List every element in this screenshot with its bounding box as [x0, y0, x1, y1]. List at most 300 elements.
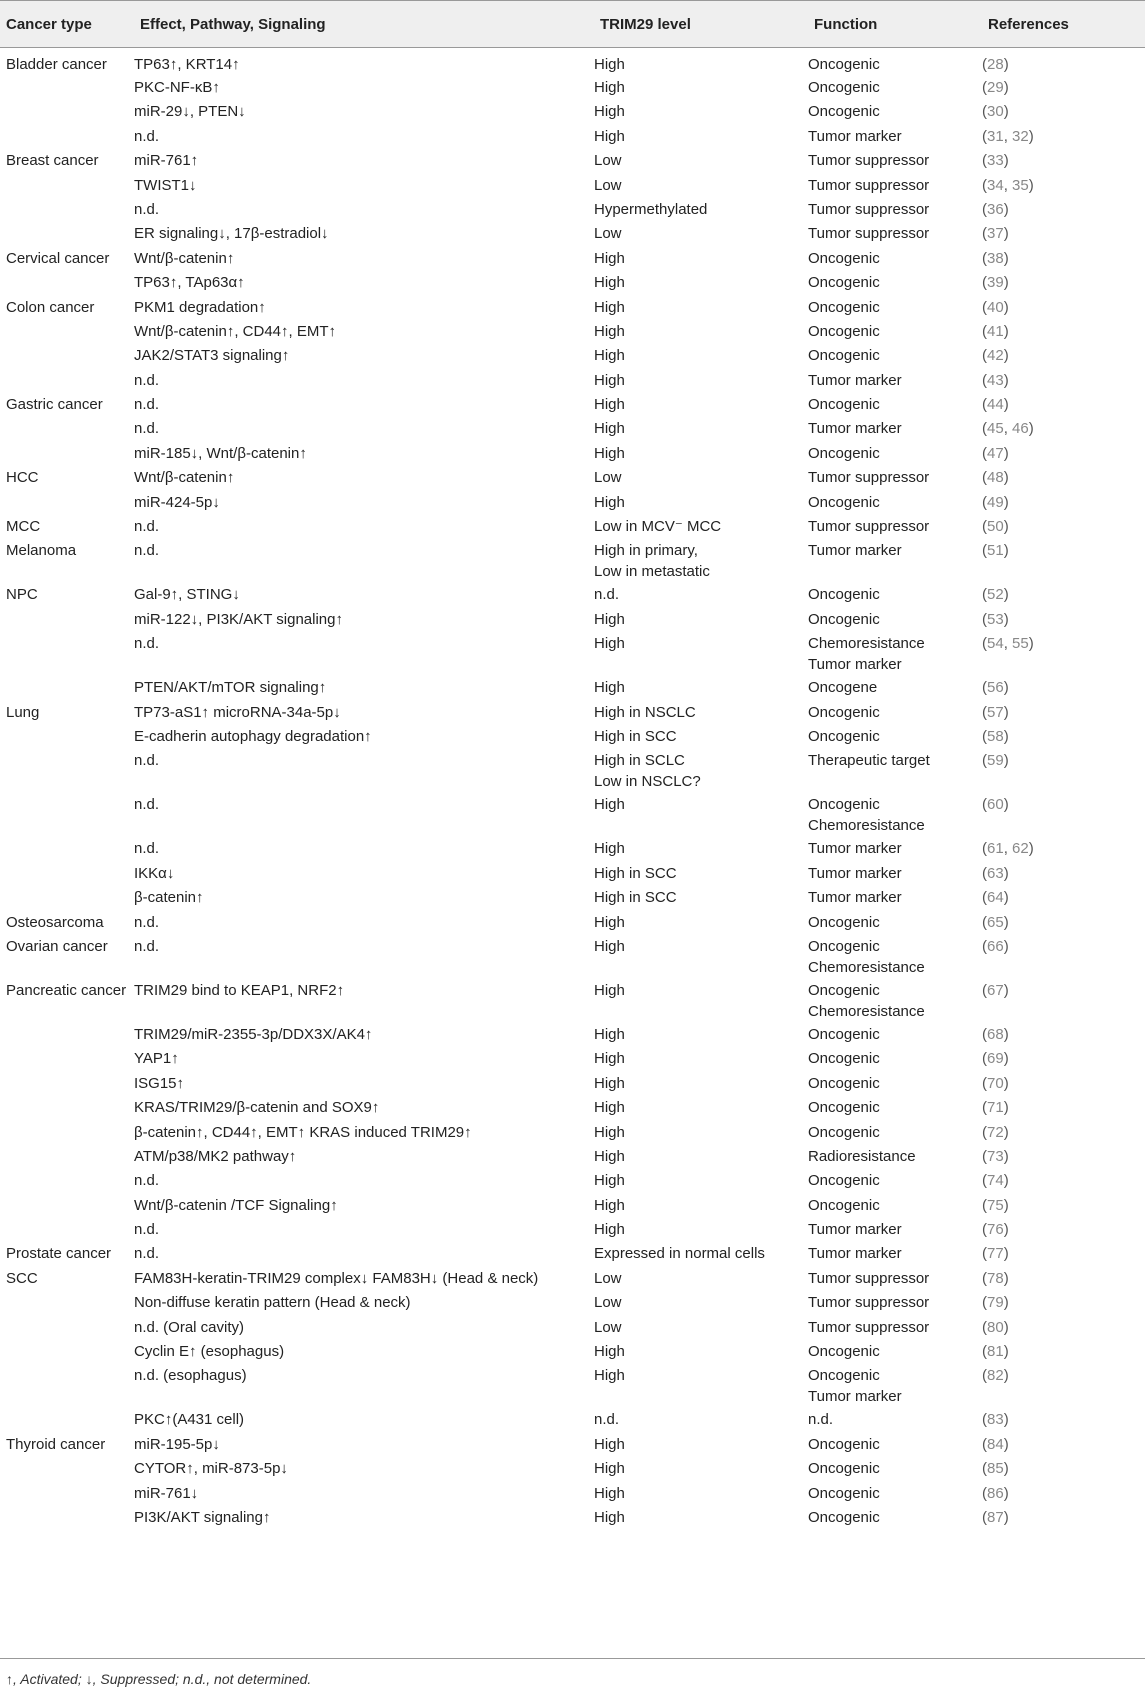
cell-effect: n.d.	[134, 1221, 160, 1239]
table-row	[0, 700, 1145, 724]
cell-trim29-level	[594, 538, 808, 582]
level-line: High	[594, 679, 625, 697]
cell-cancer-type: Bladder cancer	[6, 56, 107, 73]
cell-cancer-type: Prostate cancer	[6, 1245, 112, 1263]
cell-effect: miR-195-5p↓	[134, 1435, 220, 1453]
cell-effect: PKM1 degradation↑	[134, 298, 266, 316]
cell-function	[808, 978, 982, 1022]
cell-references: (58)	[982, 727, 1009, 745]
cell-trim29-level	[594, 1241, 808, 1265]
function-line: Tumor marker	[808, 542, 902, 560]
cell-trim29-level	[594, 319, 808, 343]
cell-function	[808, 343, 982, 367]
cell-trim29-level	[594, 465, 808, 489]
cell-effect: n.d. (Oral cavity)	[134, 1318, 245, 1336]
cell-trim29-level	[594, 441, 808, 465]
cell-function	[808, 465, 982, 489]
cell-function	[808, 246, 982, 270]
cell-cancer-type: Gastric cancer	[6, 396, 103, 414]
cell-references: (57)	[982, 703, 1009, 721]
cell-effect: PKC-NF-κB↑	[134, 79, 220, 96]
cell-references: (40)	[982, 298, 1009, 316]
cell-trim29-level	[594, 1290, 808, 1314]
table-row	[0, 748, 1145, 792]
function-line: Oncogenic	[808, 79, 880, 96]
cell-function	[808, 1407, 982, 1431]
reference-link[interactable]: 61	[987, 840, 1004, 858]
reference-link[interactable]: 54	[987, 635, 1004, 653]
reference-link[interactable]: 85	[987, 1460, 1004, 1478]
cell-function	[808, 1481, 982, 1505]
reference-link[interactable]: 79	[987, 1294, 1004, 1312]
reference-link[interactable]: 36	[987, 200, 1004, 218]
cell-trim29-level	[594, 910, 808, 934]
cell-cancer-type	[0, 441, 134, 465]
cell-function	[808, 582, 982, 606]
cell-trim29-level	[594, 514, 808, 538]
function-line: Oncogenic	[808, 1123, 880, 1141]
function-line: Oncogenic	[808, 1050, 880, 1068]
cell-references: (54, 55)	[982, 635, 1034, 653]
reference-link[interactable]: 39	[987, 274, 1004, 292]
cell-cancer-type	[0, 270, 134, 294]
header-references: References	[982, 1, 1145, 48]
reference-link[interactable]: 76	[987, 1221, 1004, 1239]
reference-link[interactable]: 77	[987, 1245, 1004, 1263]
cell-effect: IKKα↓	[134, 864, 175, 882]
cell-cancer-type	[0, 748, 134, 792]
cell-trim29-level	[594, 1339, 808, 1363]
level-line: Low in NSCLC?	[594, 773, 701, 791]
level-line: High in NSCLC	[594, 703, 696, 721]
cell-cancer-type	[0, 1022, 134, 1046]
level-line: High in SCC	[594, 727, 677, 745]
table-row	[0, 197, 1145, 221]
cell-trim29-level	[594, 934, 808, 978]
level-line: n.d.	[594, 1411, 620, 1429]
reference-link[interactable]: 69	[987, 1050, 1004, 1068]
cell-function	[808, 675, 982, 699]
cell-cancer-type	[0, 1168, 134, 1192]
reference-link[interactable]: 31	[987, 127, 1004, 145]
cell-cancer-type	[0, 343, 134, 367]
cell-function	[808, 1168, 982, 1192]
function-line: Chemoresistance	[808, 635, 925, 653]
cell-references: (66)	[982, 937, 1009, 955]
cell-cancer-type	[0, 675, 134, 699]
level-line: High	[594, 610, 625, 628]
reference-link[interactable]: 84	[987, 1435, 1004, 1453]
reference-link[interactable]: 35	[1012, 176, 1029, 194]
table-row	[0, 1315, 1145, 1339]
reference-link[interactable]: 72	[987, 1123, 1004, 1141]
cell-effect: PI3K/AKT signaling↑	[134, 1508, 271, 1526]
cell-references: (39)	[982, 274, 1009, 292]
reference-link[interactable]: 66	[987, 937, 1004, 955]
reference-link[interactable]: 46	[1012, 420, 1029, 438]
cell-trim29-level	[594, 836, 808, 860]
function-line: Oncogenic	[808, 586, 880, 604]
reference-link[interactable]: 32	[1012, 127, 1029, 145]
table-row	[0, 368, 1145, 392]
function-line: Oncogenic	[808, 727, 880, 745]
cell-effect: n.d.	[134, 840, 160, 858]
cell-effect: n.d.	[134, 542, 160, 560]
cell-references: (49)	[982, 493, 1009, 511]
footer-rule	[0, 1658, 1145, 1659]
cell-trim29-level	[594, 246, 808, 270]
function-line: Tumor suppressor	[808, 1269, 930, 1287]
reference-link[interactable]: 52	[987, 586, 1004, 604]
cell-effect: FAM83H-keratin-TRIM29 complex↓ FAM83H↓ (Head & neck)	[134, 1269, 539, 1287]
table-row	[0, 1168, 1145, 1192]
reference-link[interactable]: 86	[987, 1484, 1004, 1502]
table-row	[0, 1407, 1145, 1431]
cell-references: (50)	[982, 518, 1009, 536]
level-line: Low	[594, 1269, 622, 1287]
reference-link[interactable]: 38	[987, 249, 1004, 267]
function-line: Therapeutic target	[808, 752, 930, 770]
cell-function	[808, 1315, 982, 1339]
cell-cancer-type	[0, 416, 134, 440]
cell-trim29-level	[594, 978, 808, 1022]
cell-references: (74)	[982, 1172, 1009, 1190]
header-function: Function	[808, 1, 982, 48]
level-line: High	[594, 274, 625, 292]
cell-cancer-type: Ovarian cancer	[6, 937, 108, 955]
table-row	[0, 173, 1145, 197]
cell-function	[808, 934, 982, 978]
level-line: High	[594, 444, 625, 462]
cell-references: (51)	[982, 542, 1009, 560]
function-line: Tumor suppressor	[808, 152, 930, 170]
reference-link[interactable]: 41	[987, 322, 1004, 340]
cell-cancer-type	[0, 1315, 134, 1339]
cell-trim29-level	[594, 343, 808, 367]
reference-link[interactable]: 78	[987, 1269, 1004, 1287]
cell-trim29-level	[594, 490, 808, 514]
reference-link[interactable]: 34	[987, 176, 1004, 194]
cell-effect: miR-122↓, PI3K/AKT signaling↑	[134, 610, 343, 628]
cell-cancer-type	[0, 221, 134, 245]
level-line: High	[594, 1460, 625, 1478]
level-line: High in SCLC	[594, 752, 685, 770]
table-row	[0, 675, 1145, 699]
table-row	[0, 1266, 1145, 1290]
reference-link[interactable]: 87	[987, 1508, 1004, 1526]
cell-effect: JAK2/STAT3 signaling↑	[134, 347, 290, 365]
cell-cancer-type	[0, 1456, 134, 1480]
cell-function	[808, 1217, 982, 1241]
cell-references: (47)	[982, 444, 1009, 462]
cell-cancer-type	[0, 319, 134, 343]
cell-cancer-type	[0, 1363, 134, 1407]
cell-function	[808, 748, 982, 792]
table-row	[0, 392, 1145, 416]
level-line: High	[594, 1343, 625, 1361]
cell-effect: TP63↑, TAp63α↑	[134, 274, 245, 292]
reference-link[interactable]: 58	[987, 727, 1004, 745]
reference-link[interactable]: 62	[1012, 840, 1029, 858]
function-line: Oncogenic	[808, 249, 880, 267]
function-line: Oncogenic	[808, 396, 880, 414]
reference-link[interactable]: 56	[987, 679, 1004, 697]
cell-effect: TWIST1↓	[134, 176, 197, 194]
level-line: High	[594, 1050, 625, 1068]
table-row	[0, 343, 1145, 367]
cell-effect: miR-761↓	[134, 1484, 199, 1502]
cell-trim29-level	[594, 675, 808, 699]
cell-trim29-level	[594, 724, 808, 748]
level-line: High in SCC	[594, 864, 677, 882]
reference-link[interactable]: 37	[987, 225, 1004, 243]
cell-references: (78)	[982, 1269, 1009, 1287]
cell-trim29-level	[594, 607, 808, 631]
reference-link[interactable]: 73	[987, 1147, 1004, 1165]
reference-link[interactable]: 75	[987, 1196, 1004, 1214]
reference-link[interactable]: 48	[987, 469, 1004, 487]
cell-function	[808, 319, 982, 343]
cell-references: (48)	[982, 469, 1009, 487]
reference-link[interactable]: 47	[987, 444, 1004, 462]
cell-trim29-level	[594, 368, 808, 392]
reference-link[interactable]: 50	[987, 518, 1004, 536]
function-line: Tumor suppressor	[808, 1294, 930, 1312]
cell-function	[808, 1193, 982, 1217]
cell-cancer-type: Breast cancer	[6, 152, 99, 170]
cell-references: (69)	[982, 1050, 1009, 1068]
level-line: High	[594, 1074, 625, 1092]
cell-function	[808, 1339, 982, 1363]
cell-function	[808, 836, 982, 860]
cell-cancer-type: Colon cancer	[6, 298, 95, 316]
function-line: Oncogenic	[808, 1025, 880, 1043]
reference-link[interactable]: 44	[987, 396, 1004, 414]
cell-cancer-type: Pancreatic cancer	[6, 981, 127, 999]
cell-function	[808, 99, 982, 123]
cell-references: (65)	[982, 913, 1009, 931]
function-line: Oncogenic	[808, 56, 880, 73]
cell-trim29-level	[594, 221, 808, 245]
reference-link[interactable]: 42	[987, 347, 1004, 365]
cell-trim29-level	[594, 1505, 808, 1529]
cell-references: (76)	[982, 1221, 1009, 1239]
table-row	[0, 1432, 1145, 1456]
function-line: Chemoresistance	[808, 817, 925, 835]
cell-cancer-type: Cervical cancer	[6, 249, 110, 267]
table-row	[0, 1022, 1145, 1046]
cell-trim29-level	[594, 99, 808, 123]
level-line: Low	[594, 225, 622, 243]
reference-link[interactable]: 45	[987, 420, 1004, 438]
cell-cancer-type	[0, 1095, 134, 1119]
reference-link[interactable]: 82	[987, 1367, 1004, 1385]
cell-trim29-level	[594, 1266, 808, 1290]
cell-effect: n.d.	[134, 635, 160, 653]
cell-references: (85)	[982, 1460, 1009, 1478]
cell-references: (59)	[982, 752, 1009, 770]
cell-effect: TP63↑, KRT14↑	[134, 56, 240, 73]
cell-cancer-type	[0, 724, 134, 748]
cell-trim29-level	[594, 1144, 808, 1168]
function-line: Oncogenic	[808, 1343, 880, 1361]
cell-references: (30)	[982, 103, 1009, 121]
cell-cancer-type: Osteosarcoma	[6, 913, 104, 931]
reference-link[interactable]: 30	[987, 103, 1004, 121]
function-line: Oncogenic	[808, 1484, 880, 1502]
reference-link[interactable]: 28	[987, 56, 1004, 73]
cell-trim29-level	[594, 582, 808, 606]
cell-effect: miR-761↑	[134, 152, 199, 170]
function-line: Tumor marker	[808, 1245, 902, 1263]
level-line: High in primary,	[594, 542, 698, 560]
cell-references: (83)	[982, 1411, 1009, 1429]
cell-function	[808, 221, 982, 245]
function-line: Oncogenic	[808, 274, 880, 292]
cell-references: (67)	[982, 981, 1009, 999]
cell-function	[808, 607, 982, 631]
table-row	[0, 1505, 1145, 1529]
cell-trim29-level	[594, 1022, 808, 1046]
level-line: High	[594, 347, 625, 365]
cell-function	[808, 1120, 982, 1144]
header-effect: Effect, Pathway, Signaling	[134, 1, 594, 48]
reference-link[interactable]: 70	[987, 1074, 1004, 1092]
cell-references: (68)	[982, 1025, 1009, 1043]
table-row	[0, 885, 1145, 909]
cell-effect: Wnt/β-catenin↑	[134, 249, 235, 267]
cell-references: (61, 62)	[982, 840, 1034, 858]
cell-function	[808, 392, 982, 416]
reference-link[interactable]: 59	[987, 752, 1004, 770]
table-row	[0, 1481, 1145, 1505]
function-line: n.d.	[808, 1411, 834, 1429]
reference-link[interactable]: 64	[987, 889, 1004, 907]
function-line: Oncogenic	[808, 1435, 880, 1453]
function-line: Oncogenic	[808, 937, 880, 955]
level-line: Low	[594, 152, 622, 170]
cell-references: (64)	[982, 889, 1009, 907]
reference-link[interactable]: 81	[987, 1343, 1004, 1361]
function-line: Tumor marker	[808, 371, 902, 389]
level-line: High	[594, 981, 625, 999]
function-line: Oncogenic	[808, 796, 880, 814]
reference-link[interactable]: 63	[987, 864, 1004, 882]
cell-cancer-type	[0, 1505, 134, 1529]
level-line: High	[594, 322, 625, 340]
cell-references: (33)	[982, 152, 1009, 170]
reference-link[interactable]: 65	[987, 913, 1004, 931]
table-row	[0, 1217, 1145, 1241]
function-line: Tumor marker	[808, 840, 902, 858]
level-line: High	[594, 840, 625, 858]
reference-link[interactable]: 43	[987, 371, 1004, 389]
reference-link[interactable]: 55	[1012, 635, 1029, 653]
table-row	[0, 514, 1145, 538]
cell-cancer-type	[0, 1407, 134, 1431]
cell-cancer-type: HCC	[6, 469, 39, 487]
cell-function	[808, 538, 982, 582]
reference-link[interactable]: 83	[987, 1411, 1004, 1429]
table-row	[0, 1120, 1145, 1144]
cell-trim29-level	[594, 124, 808, 148]
cell-function	[808, 270, 982, 294]
cell-cancer-type	[0, 1144, 134, 1168]
cell-trim29-level	[594, 1071, 808, 1095]
cell-function	[808, 724, 982, 748]
cell-trim29-level	[594, 861, 808, 885]
reference-link[interactable]: 71	[987, 1099, 1004, 1117]
reference-link[interactable]: 80	[987, 1318, 1004, 1336]
reference-link[interactable]: 40	[987, 298, 1004, 316]
function-line: Oncogenic	[808, 103, 880, 121]
cell-function	[808, 1022, 982, 1046]
function-line: Tumor suppressor	[808, 176, 930, 194]
table-row	[0, 465, 1145, 489]
table-row	[0, 1071, 1145, 1095]
level-line: High	[594, 1484, 625, 1502]
table-body	[0, 48, 1145, 1530]
cell-effect: miR-29↓, PTEN↓	[134, 103, 246, 121]
reference-link[interactable]: 49	[987, 493, 1004, 511]
table-row	[0, 270, 1145, 294]
table-row	[0, 1363, 1145, 1407]
cell-trim29-level	[594, 792, 808, 836]
table-row	[0, 724, 1145, 748]
function-line: Oncogenic	[808, 981, 880, 999]
reference-link[interactable]: 74	[987, 1172, 1004, 1190]
level-line: Low	[594, 1318, 622, 1336]
cell-trim29-level	[594, 1456, 808, 1480]
table-header-row	[0, 1, 1145, 48]
header-cancer-type: Cancer type	[0, 1, 134, 48]
reference-link[interactable]: 29	[987, 79, 1004, 96]
cell-function	[808, 631, 982, 675]
function-line: Oncogenic	[808, 1074, 880, 1092]
cell-cancer-type	[0, 1120, 134, 1144]
cell-cancer-type: Melanoma	[6, 542, 77, 560]
function-line: Tumor marker	[808, 1221, 902, 1239]
table-row	[0, 861, 1145, 885]
cell-cancer-type	[0, 885, 134, 909]
cell-function	[808, 148, 982, 172]
reference-link[interactable]: 68	[987, 1025, 1004, 1043]
function-line: Oncogenic	[808, 493, 880, 511]
cell-effect: n.d.	[134, 200, 160, 218]
level-line: High	[594, 127, 625, 145]
cell-cancer-type	[0, 1217, 134, 1241]
cell-effect: n.d.	[134, 1245, 160, 1263]
reference-link[interactable]: 51	[987, 542, 1004, 560]
table-row	[0, 1290, 1145, 1314]
cell-cancer-type	[0, 1193, 134, 1217]
reference-link[interactable]: 57	[987, 703, 1004, 721]
reference-link[interactable]: 67	[987, 981, 1004, 999]
cell-references: (75)	[982, 1196, 1009, 1214]
table-row	[0, 1193, 1145, 1217]
cell-effect: PKC↑(A431 cell)	[134, 1411, 245, 1429]
reference-link[interactable]: 60	[987, 796, 1004, 814]
cell-trim29-level	[594, 1363, 808, 1407]
reference-link[interactable]: 33	[987, 152, 1004, 170]
reference-link[interactable]: 53	[987, 610, 1004, 628]
cell-cancer-type	[0, 836, 134, 860]
function-line: Tumor marker	[808, 864, 902, 882]
level-line: Low	[594, 469, 622, 487]
cell-function	[808, 48, 982, 76]
cell-references: (87)	[982, 1508, 1009, 1526]
cell-references: (44)	[982, 396, 1009, 414]
